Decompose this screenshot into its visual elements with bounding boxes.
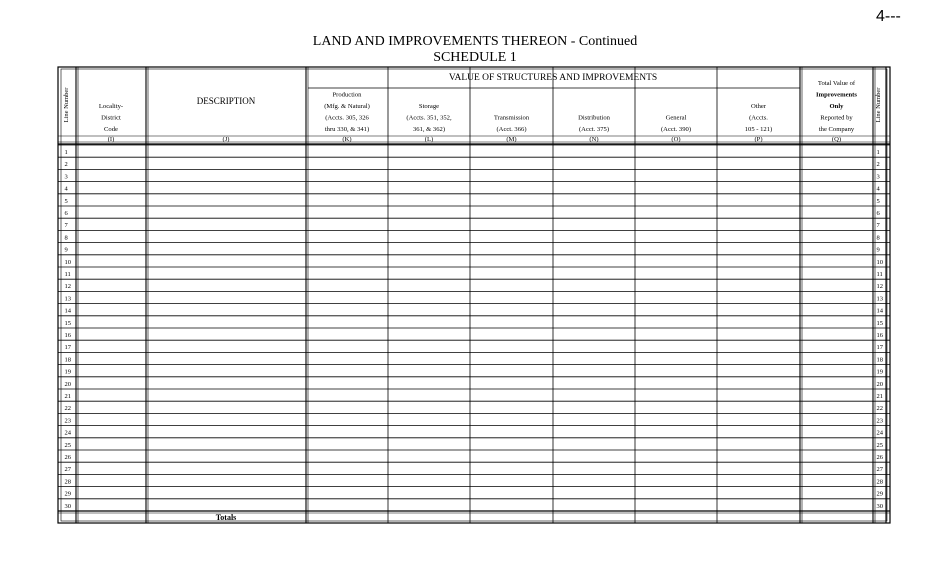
column-letter: (J) xyxy=(222,136,230,143)
column-header: (Acct. 366) xyxy=(496,126,527,133)
row-number-right: 16 xyxy=(876,332,883,339)
row-number-right: 2 xyxy=(876,161,880,169)
row-number-left: 1 xyxy=(64,149,68,156)
row-number-left: 13 xyxy=(64,295,71,303)
column-header: (Acct. 375) xyxy=(578,126,610,133)
column-letter: (I) xyxy=(107,136,115,143)
page-number: 4--- xyxy=(876,8,901,25)
row-number-left: 16 xyxy=(64,332,71,339)
row-number-right: 21 xyxy=(876,393,883,400)
column-header: (Accts. 351, 352, xyxy=(406,114,452,122)
row-number-right: 3 xyxy=(876,173,880,181)
totals-label: Totals xyxy=(215,513,237,522)
row-number-right: 19 xyxy=(876,368,883,376)
row-number-left: 20 xyxy=(64,380,71,388)
row-number-right: 11 xyxy=(876,271,883,278)
row-number-left: 6 xyxy=(64,210,68,217)
row-number-right: 7 xyxy=(876,222,880,230)
row-number-left: 12 xyxy=(64,283,71,291)
column-header: (Accts. xyxy=(749,114,768,122)
column-header: Distribution xyxy=(578,114,610,122)
line-number-label: Line Number xyxy=(875,87,882,123)
column-letter: (L) xyxy=(424,136,434,143)
row-number-left: 19 xyxy=(64,368,71,376)
column-header: Reported by xyxy=(820,114,853,122)
column-header: Transmission xyxy=(493,114,530,122)
column-header: Only xyxy=(829,103,844,110)
row-number-left: 4 xyxy=(64,185,68,193)
column-header: the Company xyxy=(818,126,855,133)
row-number-right: 30 xyxy=(876,502,883,510)
inner-frame xyxy=(61,69,887,521)
outer-frame xyxy=(58,67,890,523)
row-number-right: 17 xyxy=(876,344,883,352)
column-letter: (O) xyxy=(671,136,681,143)
row-number-left: 18 xyxy=(64,356,71,364)
row-number-left: 11 xyxy=(64,271,71,278)
row-number-left: 29 xyxy=(64,490,71,498)
column-header: Code xyxy=(104,126,118,133)
row-number-right: 13 xyxy=(876,295,883,303)
row-number-right: 29 xyxy=(876,490,883,498)
row-number-right: 28 xyxy=(876,478,883,486)
row-number-left: 26 xyxy=(64,454,71,461)
column-letter: (N) xyxy=(589,136,599,143)
column-letter: (Q) xyxy=(831,136,842,143)
column-header: Improvements xyxy=(816,91,857,99)
row-number-left: 24 xyxy=(64,429,71,437)
row-number-right: 14 xyxy=(876,307,883,315)
row-number-left: 9 xyxy=(64,246,68,254)
row-number-left: 14 xyxy=(64,307,71,315)
column-header: Other xyxy=(750,103,767,110)
row-number-left: 7 xyxy=(64,222,68,230)
column-letter: (K) xyxy=(342,136,352,143)
row-number-right: 27 xyxy=(876,466,883,474)
row-number-right: 10 xyxy=(876,258,883,266)
row-number-right: 6 xyxy=(876,210,880,217)
column-header: (Accts. 305, 326 xyxy=(325,114,369,122)
row-number-left: 17 xyxy=(64,344,71,352)
column-header: 105 - 121) xyxy=(744,126,773,133)
row-number-right: 1 xyxy=(876,149,880,156)
row-number-right: 9 xyxy=(876,246,880,254)
row-number-left: 22 xyxy=(64,405,71,413)
row-number-right: 22 xyxy=(876,405,883,413)
page-title: LAND AND IMPROVEMENTS THEREON - Continued xyxy=(312,34,638,49)
row-number-left: 27 xyxy=(64,466,71,474)
row-number-right: 25 xyxy=(876,441,883,449)
row-number-left: 3 xyxy=(64,173,68,181)
row-number-left: 10 xyxy=(64,258,71,266)
row-number-right: 12 xyxy=(876,283,883,291)
schedule-subtitle: SCHEDULE 1 xyxy=(433,50,517,65)
column-header: Total Value of xyxy=(817,80,856,87)
row-number-right: 26 xyxy=(876,454,883,461)
row-number-right: 20 xyxy=(876,380,883,388)
row-number-right: 18 xyxy=(876,356,883,364)
column-header: Production xyxy=(332,91,362,99)
column-header: General xyxy=(665,114,687,122)
column-header: District xyxy=(101,114,121,122)
row-number-right: 8 xyxy=(876,234,880,242)
column-header: DESCRIPTION xyxy=(196,96,256,106)
row-number-left: 8 xyxy=(64,234,68,242)
row-number-left: 25 xyxy=(64,441,71,449)
column-header: Storage xyxy=(418,103,440,110)
column-header: (Acct. 390) xyxy=(660,126,692,133)
column-header: thru 330, & 341) xyxy=(324,126,370,133)
row-number-left: 30 xyxy=(64,502,71,510)
row-number-left: 28 xyxy=(64,478,71,486)
row-number-right: 24 xyxy=(876,429,883,437)
row-number-left: 5 xyxy=(64,197,68,205)
row-number-right: 5 xyxy=(876,197,880,205)
column-header: Locality- xyxy=(98,103,124,110)
row-number-left: 15 xyxy=(64,319,71,327)
row-number-right: 23 xyxy=(876,417,883,425)
row-number-left: 2 xyxy=(64,161,68,169)
row-number-left: 23 xyxy=(64,417,71,425)
column-header: 361, & 362) xyxy=(412,126,446,133)
line-number-label: Line Number xyxy=(63,87,70,123)
group-header: VALUE OF STRUCTURES AND IMPROVEMENTS xyxy=(448,73,658,83)
row-number-right: 4 xyxy=(876,185,880,193)
row-number-left: 21 xyxy=(64,393,71,400)
row-number-right: 15 xyxy=(876,319,883,327)
column-header: (Mfg. & Natural) xyxy=(324,103,370,110)
column-letter: (P) xyxy=(754,136,763,143)
column-letter: (M) xyxy=(506,136,517,143)
